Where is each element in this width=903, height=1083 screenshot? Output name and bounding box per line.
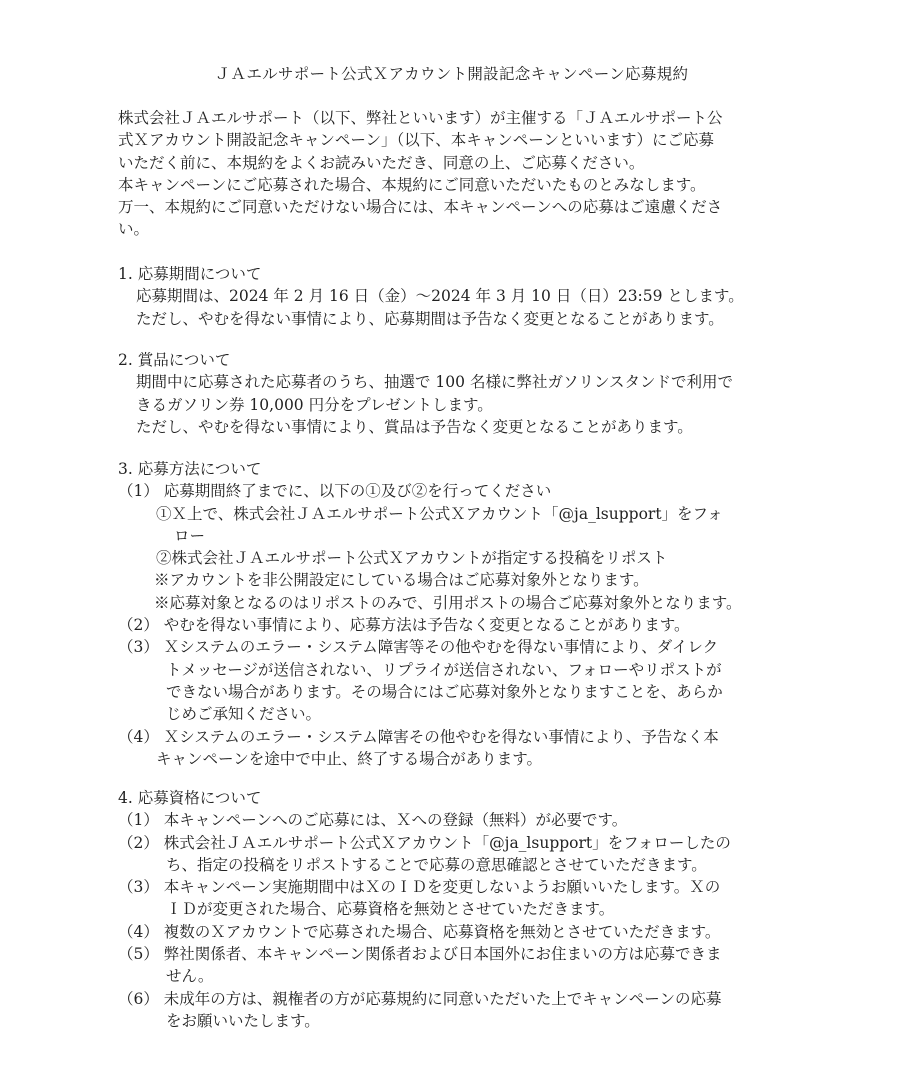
list-item: （2） 株式会社ＪＡエルサポート公式Ｘアカウント「@ja_lsupport」をフォローしたの — [118, 833, 731, 852]
intro-line: 万一、本規約にご同意いただけない場合には、本キャンペーンへの応募はご遠慮くださ — [118, 198, 723, 217]
list-item: ち、指定の投稿をリポストすることで応募の意思確認とさせていただきます。 — [166, 855, 707, 874]
section-heading: 4. 応募資格について — [118, 789, 262, 807]
intro-line: 式Ｘアカウント開設記念キャンペーン」（以下、本キャンペーンといいます）にご応募 — [118, 131, 714, 150]
document-title: ＪＡエルサポート公式Ｘアカウント開設記念キャンペーン応募規約 — [214, 65, 689, 83]
list-item: じめご承知ください。 — [166, 705, 322, 724]
list-item: （3） Ｘシステムのエラー・システム障害等その他やむを得ない事情により、ダイレク — [118, 638, 719, 657]
section-line: 期間中に応募された応募者のうち、抽選で 100 名様に弊社ガソリンスタンドで利用で — [136, 373, 733, 392]
list-item: ②株式会社ＪＡエルサポート公式Ｘアカウントが指定する投稿をリポスト — [156, 549, 668, 568]
section-line: きるガソリン券 10,000 円分をプレゼントします。 — [136, 395, 493, 414]
list-item: できない場合があります。その場合にはご応募対象外となりますことを、あらか — [166, 682, 723, 701]
list-item: キャンペーンを途中で中止、終了する場合があります。 — [156, 749, 542, 768]
list-item: ①Ｘ上で、株式会社ＪＡエルサポート公式Ｘアカウント「@ja_lsupport」をフォ — [156, 504, 723, 523]
section-heading: 3. 応募方法について — [118, 460, 262, 478]
section-line: ただし、やむを得ない事情により、賞品は予告なく変更となることがあります。 — [136, 417, 693, 436]
note-line: ※応募対象となるのはリポストのみで、引用ポストの場合ご応募対象外となります。 — [154, 593, 742, 612]
intro-line: 株式会社ＪＡエルサポート（以下、弊社といいます）が主催する「ＪＡエルサポート公 — [118, 109, 723, 127]
section-entry-period — [118, 263, 788, 330]
list-item: せん。 — [166, 967, 214, 986]
section-line: ただし、やむを得ない事情により、応募期間は予告なく変更となることがあります。 — [136, 309, 724, 328]
intro-line: 本キャンペーンにご応募された場合、本規約にご同意いただいたものとみなします。 — [118, 175, 706, 194]
intro-paragraph — [118, 107, 788, 241]
list-item: （3） 本キャンペーン実施期間中はＸのＩＤを変更しないようお願いいたします。Ｘの — [118, 878, 721, 897]
section-prizes — [118, 349, 788, 438]
list-item: （1） 本キャンペーンへのご応募には、Ｘへの登録（無料）が必要です。 — [118, 811, 628, 830]
section-line: 応募期間は、2024 年 2 月 16 日（金）～2024 年 3 月 10 日（日）23:59 とします。 — [136, 287, 744, 306]
list-item: （6） 未成年の方は、親権者の方が応募規約に同意いただいた上でキャンペーンの応募 — [118, 989, 722, 1008]
intro-line: い。 — [118, 220, 150, 239]
intro-line: いただく前に、本規約をよくお読みいただき、同意の上、ご応募ください。 — [118, 153, 645, 172]
list-item: （1） 応募期間終了までに、以下の①及び②を行ってください — [118, 482, 552, 501]
list-item: （4） 複数のＸアカウントで応募された場合、応募資格を無効とさせていただきます。 — [118, 922, 721, 941]
list-item: （2） やむを得ない事情により、応募方法は予告なく変更となることがあります。 — [118, 616, 690, 635]
note-line: ※アカウントを非公開設定にしている場合はご応募対象外となります。 — [154, 571, 649, 590]
list-item: をお願いいたします。 — [166, 1011, 320, 1030]
list-item: ＩＤが変更された場合、応募資格を無効とさせていただきます。 — [166, 900, 615, 919]
section-heading: 2. 賞品について — [118, 351, 231, 369]
section-eligibility — [118, 787, 788, 1032]
list-item: ロー — [174, 526, 206, 545]
list-item: （4） Ｘシステムのエラー・システム障害その他やむを得ない事情により、予告なく本 — [118, 727, 719, 746]
section-entry-method — [118, 458, 788, 770]
section-heading: 1. 応募期間について — [118, 265, 262, 283]
list-item: トメッセージが送信されない、リプライが送信されない、フォローやリポストが — [166, 660, 722, 679]
list-item: （5） 弊社関係者、本キャンペーン関係者および日本国外にお住まいの方は応募できま — [118, 945, 722, 964]
